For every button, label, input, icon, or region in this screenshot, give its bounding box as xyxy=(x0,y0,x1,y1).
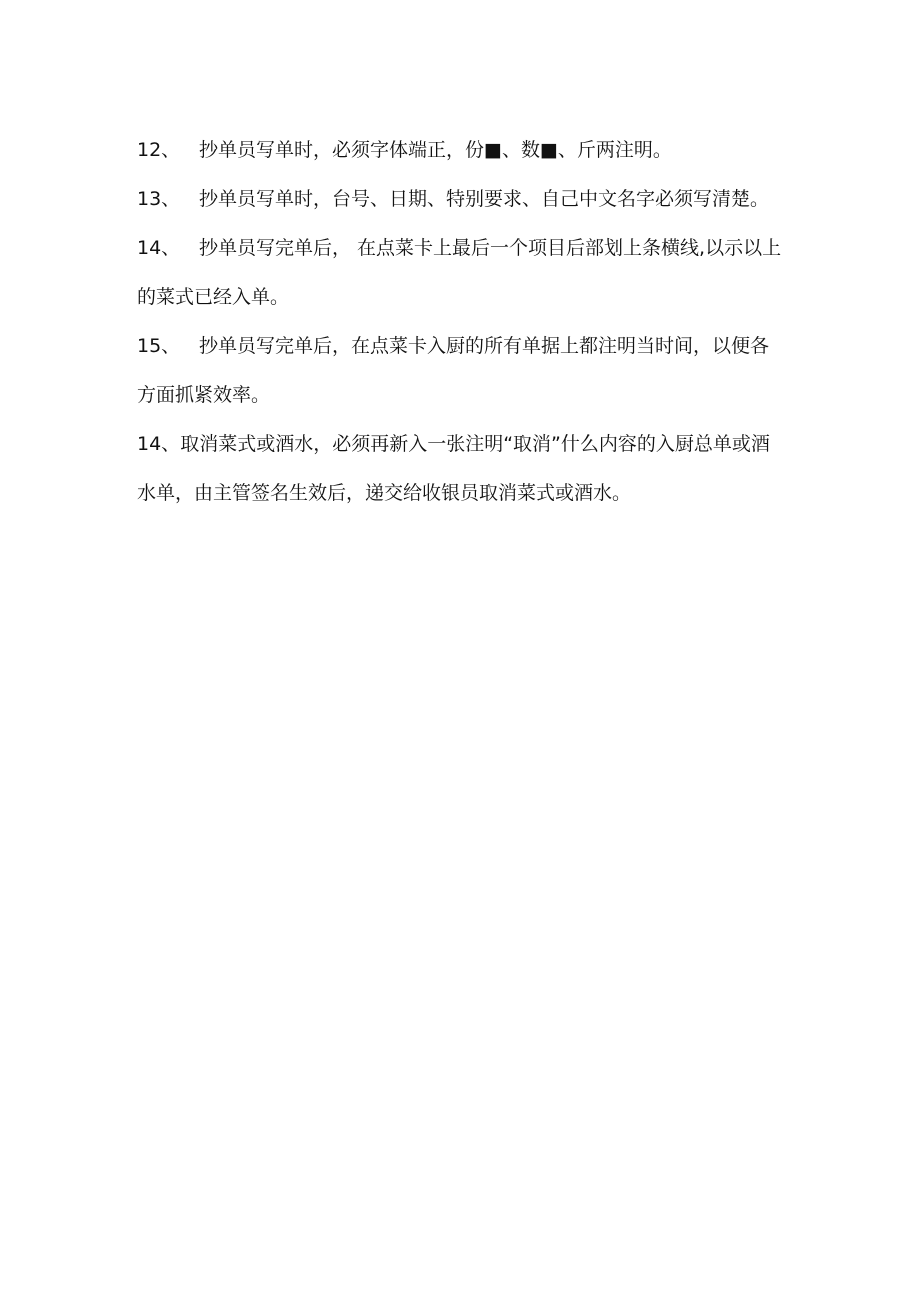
item-text: 取消菜式或酒水，必须再新入一张注明“取消”什么内容的入厨总单或酒水单，由主管签名生效后，递交给收银员取消菜式或酒水。 xyxy=(137,433,770,504)
item-number: 13、 xyxy=(137,188,181,210)
item-number: 12、 xyxy=(137,139,181,161)
item-number: 14、 xyxy=(137,433,181,455)
item-number: 15、 xyxy=(137,335,181,357)
list-item xyxy=(137,322,787,420)
item-text: 抄单员写完单后， 在点菜卡上最后一个项目后部划上条横线,以示以上的菜式已经入单。 xyxy=(137,237,782,308)
list-item xyxy=(137,175,787,224)
item-text: 抄单员写单时，台号、日期、特别要求、自己中文名字必须写清楚。 xyxy=(199,188,770,210)
item-text: 抄单员写完单后，在点菜卡入厨的所有单据上都注明当时间，以便各方面抓紧效率。 xyxy=(137,335,770,406)
list-item xyxy=(137,126,787,175)
list-item xyxy=(137,224,787,322)
item-text: 抄单员写单时，必须字体端正，份■、数■、斤两注明。 xyxy=(199,139,672,161)
list-item xyxy=(137,420,787,518)
document-body xyxy=(137,126,787,518)
item-number: 14、 xyxy=(137,237,181,259)
